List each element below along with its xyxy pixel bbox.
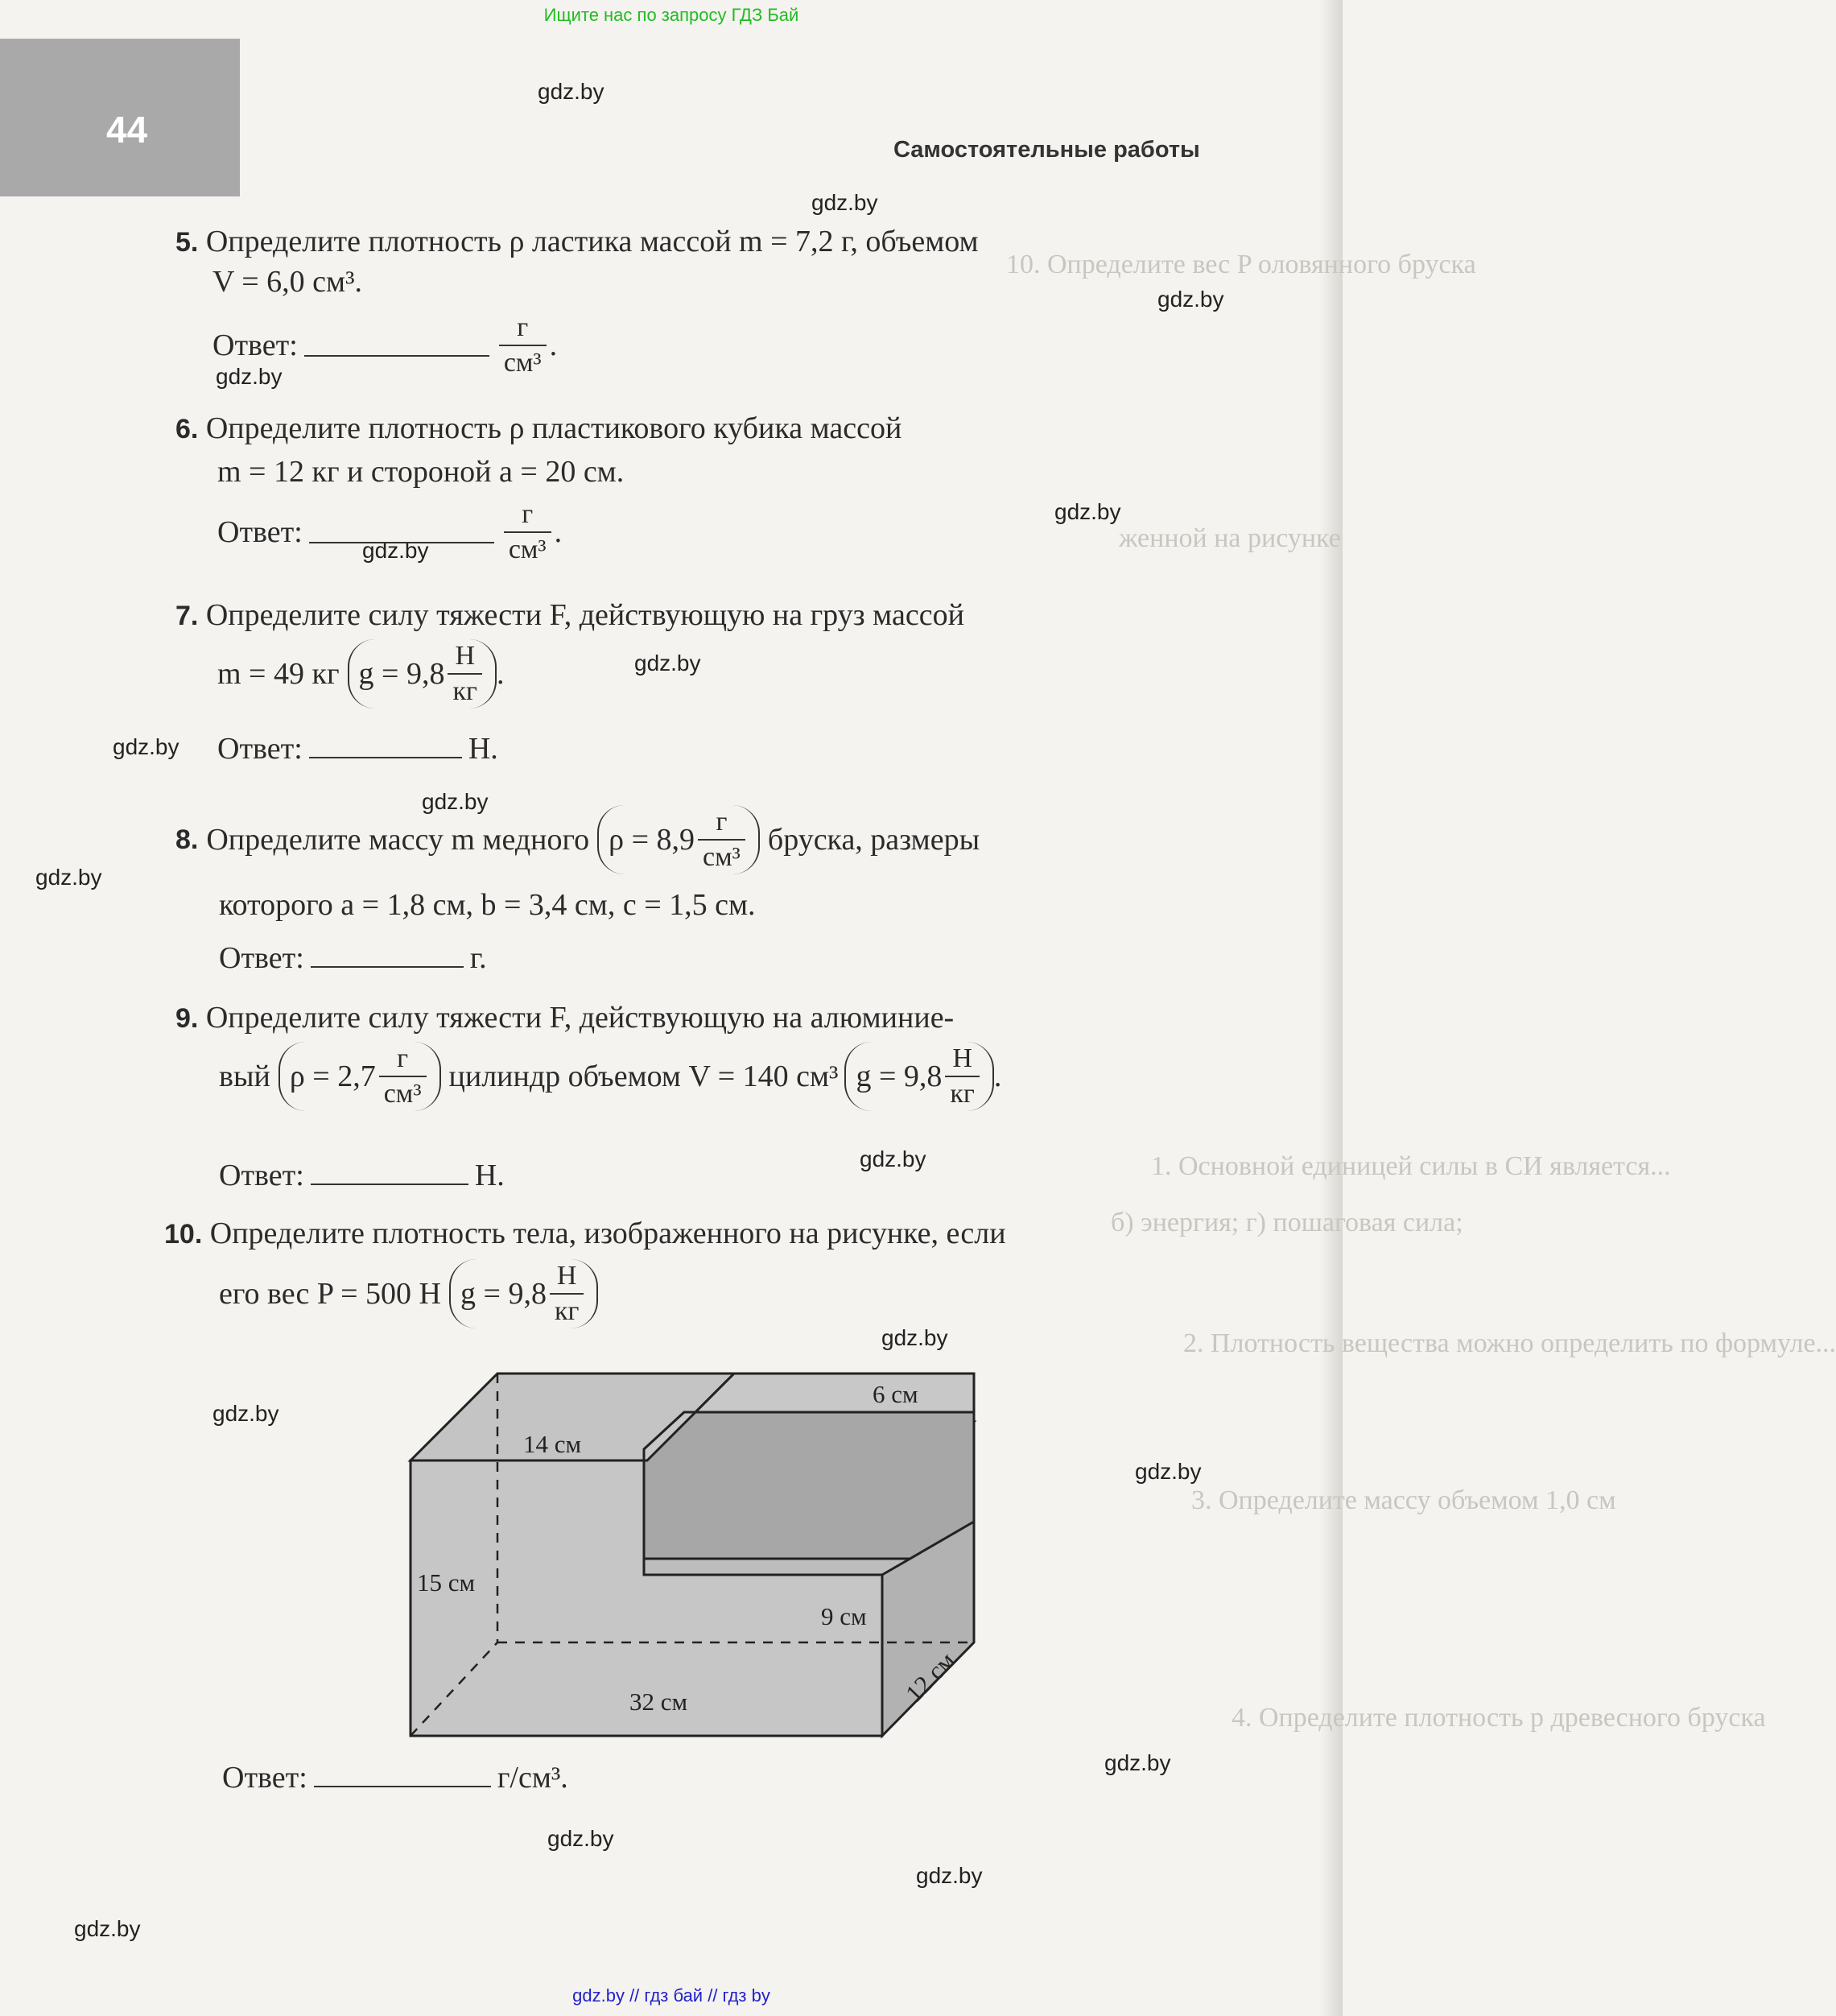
task-text: его вес P = 500 Н [219,1277,442,1311]
gravity-constant [348,639,497,708]
punctuation: . [554,515,563,549]
unit-numerator: г [716,807,728,837]
task-text: Определите плотность ρ пластикового кубика массой [205,411,902,445]
task-5-answer [212,312,557,378]
answer-unit: Н. [474,1159,505,1192]
rho-value: ρ = 2,7 [289,1060,376,1093]
answer-blank[interactable] [309,521,494,543]
bleed-text: 3. Определите массу объемом 1,0 см [1191,1485,1616,1515]
task-number: 6. [175,414,199,444]
watermark: gdz.by [1135,1459,1202,1484]
bleed-text: 1. Основной единицей силы в СИ является... [1151,1151,1671,1181]
task-text: Определите силу тяжести F, действующую на алюминие- [205,1001,955,1035]
task-text: Определите массу m медного [206,823,590,857]
dim-label-top: 14 см [523,1430,582,1458]
answer-blank[interactable] [314,1765,491,1787]
task-number: 8. [175,824,199,855]
unit-denominator: кг [945,1076,979,1109]
bleed-text: 2. Плотность вещества можно определить по формуле... [1183,1328,1836,1358]
dim-label-height: 15 см [417,1568,476,1597]
task-7-answer [217,729,498,768]
unit-denominator: см³ [499,345,547,378]
top-banner: Ищите нас по запросу ГДЗ Бай [543,5,799,25]
unit-numerator: г [522,499,534,529]
task-text: Определите плотность тела, изображенного на рисунке, если [209,1217,1006,1250]
answer-unit: г/см³. [497,1761,568,1795]
dim-label-bottom: 32 см [629,1688,688,1716]
task-8-line2: которого a = 1,8 см, b = 3,4 см, c = 1,5 см. [219,888,756,922]
unit-numerator: г [397,1043,409,1073]
task-number: 10. [164,1219,203,1250]
unit-denominator: кг [550,1293,584,1327]
answer-blank[interactable] [309,736,462,758]
gravity-constant [449,1259,598,1328]
g-value: g = 9,8 [460,1277,547,1311]
task-number: 9. [175,1003,199,1034]
task-10-line2 [219,1259,598,1328]
task-text: Определите силу тяжести F, действующую на груз массой [205,598,964,632]
unit-denominator: см³ [379,1076,427,1109]
answer-label: Ответ: [217,515,303,549]
answer-unit: Н. [468,732,498,766]
watermark: gdz.by [216,364,283,389]
unit-denominator: см³ [698,839,745,873]
answer-blank[interactable] [304,334,489,357]
task-6-line2: m = 12 кг и стороной a = 20 см. [217,455,625,489]
task-8-answer [219,939,487,977]
task-text: Определите плотность ρ ластика массой m = 7,2 г, объемом [205,225,979,258]
bleed-text: 4. Определите плотность p древесного бруска [1232,1703,1766,1733]
g-unit-fraction [550,1261,584,1327]
dim-label-step: 9 см [821,1602,867,1630]
task-text: вый [219,1060,270,1093]
unit-denominator: см³ [504,531,551,565]
watermark: gdz.by [35,865,102,890]
unit-denominator: кг [448,673,481,707]
unit-numerator: Н [556,1261,577,1291]
unit-fraction [499,312,547,378]
punctuation: . [496,657,505,691]
g-value: g = 9,8 [856,1060,943,1093]
g-value: g = 9,8 [358,657,445,691]
watermark: gdz.by [1157,287,1224,312]
task-6 [175,409,901,448]
rho-unit-fraction [379,1043,427,1109]
task-9-answer [219,1156,505,1195]
task-7-line2 [217,639,504,708]
task-number: 5. [175,227,199,258]
bleed-text: женной на рисунке [1119,523,1341,553]
task-9 [175,998,954,1038]
section-header: Самостоятельные работы [893,137,1200,163]
answer-label: Ответ: [217,732,303,766]
task-6-answer [217,499,562,565]
answer-unit: г. [469,941,487,975]
answer-label: Ответ: [212,328,298,362]
watermark: gdz.by [881,1325,948,1350]
watermark: gdz.by [916,1863,983,1888]
g-unit-fraction [448,641,481,707]
task-10-answer [222,1758,568,1797]
watermark: gdz.by [634,651,701,675]
task-5-line2: V = 6,0 см³. [212,265,362,299]
answer-blank[interactable] [311,945,464,968]
watermark: gdz.by [547,1826,614,1851]
bleed-text: б) энергия; г) пошаговая сила; [1111,1208,1463,1237]
task-number: 7. [175,601,199,631]
bottom-links[interactable]: gdz.by // гдз бай // гдз by [572,1985,770,2006]
answer-label: Ответ: [222,1761,307,1795]
answer-label: Ответ: [219,1159,304,1192]
task-text: бруска, размеры [767,823,980,857]
watermark: gdz.by [362,538,429,563]
density-constant [278,1042,441,1111]
gravity-constant [844,1042,993,1111]
watermark: gdz.by [212,1401,279,1426]
bleed-text: 10. Определите вес P оловянного бруска [1006,250,1476,279]
page-number: 44 [106,109,148,151]
task-7 [175,596,964,635]
raised-part-face [644,1412,974,1559]
dim-label-depth: 12 см [899,1646,961,1708]
watermark: gdz.by [811,190,878,215]
task-10 [164,1214,1006,1254]
watermark: gdz.by [860,1146,926,1171]
answer-label: Ответ: [219,941,304,975]
task-text: цилиндр объемом V = 140 см³ [448,1060,839,1093]
watermark: gdz.by [1104,1750,1171,1775]
punctuation: . [549,328,558,362]
unit-fraction [504,499,551,565]
answer-blank[interactable] [311,1163,468,1185]
rho-value: ρ = 8,9 [609,823,695,857]
task-5 [175,222,979,262]
unit-numerator: г [517,312,529,342]
punctuation: . [993,1060,1002,1093]
dim-label-top-right: 6 см [873,1380,918,1408]
unit-numerator: Н [455,641,475,671]
watermark: gdz.by [113,734,179,759]
watermark: gdz.by [1054,499,1121,524]
task-text: m = 49 кг [217,657,340,691]
unit-numerator: Н [952,1043,972,1073]
task-9-line2 [219,1042,1001,1111]
g-unit-fraction [945,1043,979,1109]
stepped-block-figure [386,1361,1014,1779]
watermark: gdz.by [74,1916,141,1941]
watermark: gdz.by [422,789,489,814]
watermark: gdz.by [538,79,604,104]
